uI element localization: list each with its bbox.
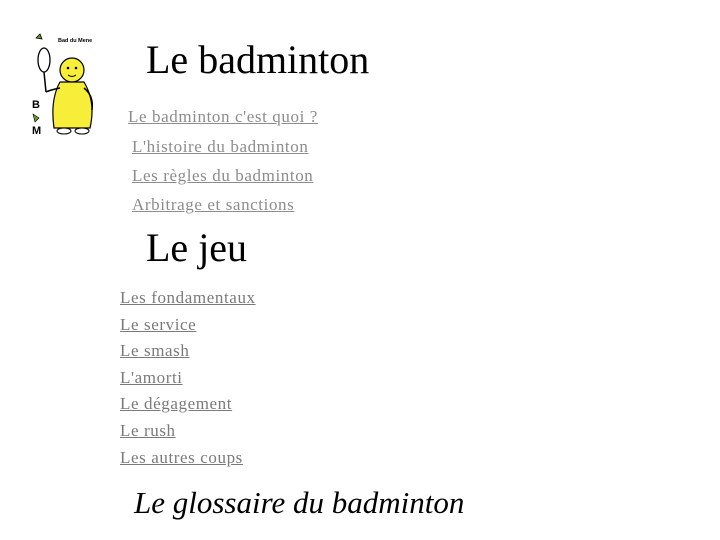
link-service[interactable]: Le service — [120, 315, 197, 334]
club-logo — [30, 30, 110, 138]
link-smash[interactable]: Le smash — [120, 341, 190, 360]
link-fondamentaux[interactable]: Les fondamentaux — [120, 288, 256, 307]
link-regles-badminton[interactable]: Les règles du badminton — [132, 166, 314, 185]
section-title-badminton: Le badminton — [146, 37, 370, 82]
logo-letter-m: M — [32, 125, 42, 137]
link-badminton-cest-quoi[interactable]: Le badminton c'est quoi ? — [128, 107, 318, 126]
link-degagement[interactable]: Le dégagement — [120, 394, 233, 413]
logo-letter-b: B — [32, 99, 40, 111]
link-histoire-badminton[interactable]: L'histoire du badminton — [132, 137, 309, 156]
mascot-badminton-player-icon — [30, 30, 110, 138]
logo-caption: Bad du Mene — [58, 38, 93, 44]
link-rush[interactable]: Le rush — [120, 421, 176, 440]
section-title-glossaire[interactable]: Le glossaire du badminton — [134, 485, 465, 520]
link-arbitrage-sanctions[interactable]: Arbitrage et sanctions — [132, 195, 295, 214]
link-amorti[interactable]: L'amorti — [120, 368, 183, 387]
link-autres-coups[interactable]: Les autres coups — [120, 448, 243, 467]
section-title-le-jeu: Le jeu — [146, 225, 248, 270]
